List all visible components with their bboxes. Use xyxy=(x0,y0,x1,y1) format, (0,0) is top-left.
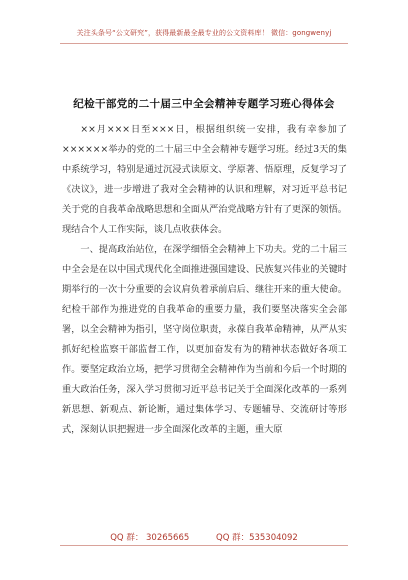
header-divider xyxy=(60,43,348,44)
footer-contact xyxy=(0,531,408,543)
footer-qq-group-2: QQ 群：535304092 xyxy=(216,533,298,543)
document-title: 纪检干部党的二十届三中全会精神专题学习班心得体会 xyxy=(73,98,335,110)
footer-divider xyxy=(60,545,348,546)
paragraph-section-1: 一、提高政治站位，在深学细悟全会精神上下功夫。党的二十届三中全会是在以中国式现代化全面推进强国建设、民族复兴伟业的关键时期举行的一次十分重要的会议肩负着承前启后、继往开来的重大使命。纪检干部作为推进党的自我革命的重要力量，我们要坚决落实全会部署，以全会精神为指引，坚守岗位职责，永葆自我革命精神，从严从实抓好纪检监察干部监督工作，以更加奋发有为的精神状态做好各项工作。要坚定政治立场，把学习贯彻全会精神作为当前和今后一个时期的重大政治任务，深入学习贯彻习近平总书记关于全面深化改革的一系列新思想、新观点、新论断，通过集体学习、专题辅导、交流研讨等形式，深刻认识把握进一步全面深化改革的主题，重大原 xyxy=(62,244,347,435)
footer-qq-group-1: QQ 群： 30265665 xyxy=(110,533,190,543)
document-body xyxy=(62,120,347,440)
paragraph-intro: ××月×××日至×××日，根据组织统一安排，我有幸参加了××××××举办的党的二十届三中全会精神专题学习班。经过3天的集中系统学习，特别是通过沉浸式读原文、学原著、悟原理，反复学习了《决议》，进一步增进了我对全会精神的认识和理解，对习近平总书记关于党的自我革命战略思想和全面从严治党战略方针有了更深的领悟。现结合个人工作实际，谈几点收获体会。 xyxy=(62,124,347,235)
header-note: 关注头条号“公文研究”，获得最新最全最专业的公文资料库！ 微信：gongwenyj xyxy=(76,29,332,37)
